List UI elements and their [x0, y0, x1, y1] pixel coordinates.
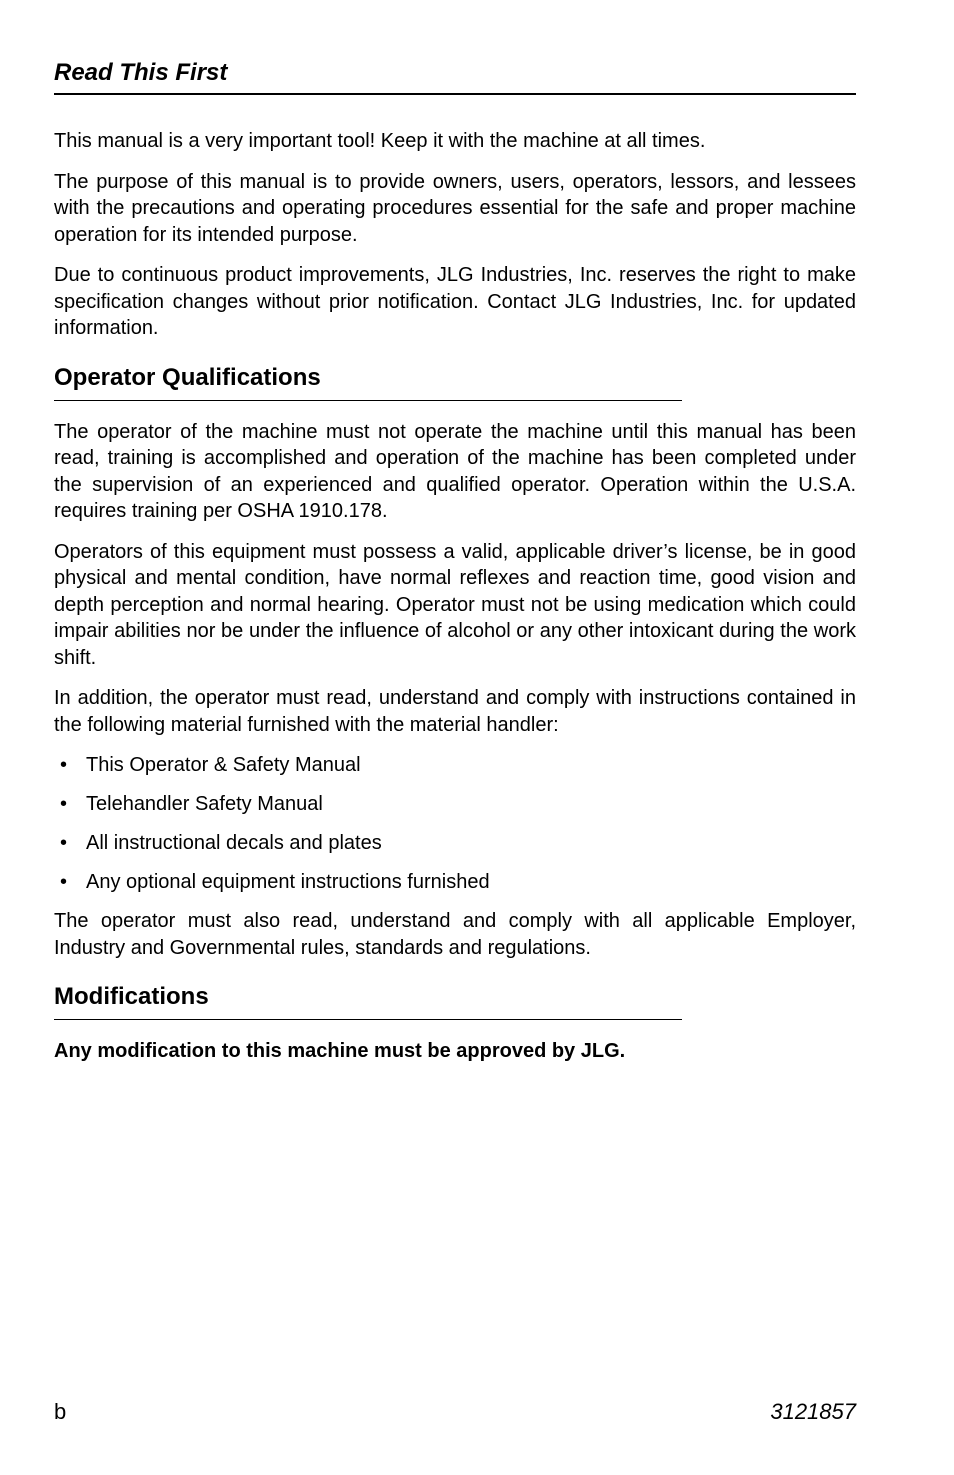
- manual-page: [54, 0, 856, 1475]
- operator-qualifications-heading: Operator Qualifications: [54, 363, 321, 391]
- list-item: [54, 830, 856, 857]
- list-item: [54, 752, 856, 779]
- intro-paragraph-1: This manual is a very important tool! Keep it with the machine at all times.: [54, 130, 706, 152]
- page-header-title: Read This First: [54, 59, 228, 86]
- intro-paragraph-2: The purpose of this manual is to provide owners, users, operators, lessors, and lessees with the precautions and operating procedures essential for the safe and proper machine operation for its intended purpose.: [54, 170, 856, 246]
- list-item: [54, 869, 856, 896]
- bullet-icon: •: [60, 793, 68, 815]
- list-item-text: Any optional equipment instructions furnished: [86, 871, 490, 893]
- bullet-icon: •: [60, 832, 68, 854]
- bullet-icon: •: [60, 871, 68, 893]
- list-item-text: Telehandler Safety Manual: [86, 793, 323, 815]
- section-rule: [54, 1019, 682, 1020]
- qualifications-paragraph-4: The operator must also read, understand and comply with all applicable Employer, Industry and Governmental rules, standards and regulations.: [54, 910, 856, 959]
- required-materials-list: [54, 752, 856, 896]
- header-rule: [54, 93, 856, 95]
- bullet-icon: •: [60, 754, 68, 776]
- qualifications-paragraph-2: Operators of this equipment must possess a valid, applicable driver’s license, be in good physical and mental condition, have normal reflexes and reaction time, good vision and depth perception and normal hearing. Operator must not be using medication which could impair abilities nor be under the influence of alcohol or any other intoxicant during the work shift.: [54, 540, 856, 669]
- modifications-heading: Modifications: [54, 983, 209, 1010]
- qualifications-paragraph-1: The operator of the machine must not operate the machine until this manual has been read, training is accomplished and operation of the machine has been completed under the supervision of an experienced and qualified operator. Operation within the U.S.A. requires training per OSHA 1910.178.: [54, 420, 856, 522]
- page-number: b: [54, 1399, 67, 1424]
- list-item-text: This Operator & Safety Manual: [86, 754, 361, 776]
- document-number: 3121857: [770, 1399, 856, 1424]
- section-rule: [54, 400, 682, 401]
- list-item-text: All instructional decals and plates: [86, 832, 382, 854]
- qualifications-paragraph-3: In addition, the operator must read, understand and comply with instructions contained in the following material furnished with the material handler:: [54, 687, 856, 736]
- modifications-note: Any modification to this machine must be approved by JLG.: [54, 1040, 626, 1062]
- page-content: [54, 128, 856, 1065]
- intro-paragraph-3: Due to continuous product improvements, JLG Industries, Inc. reserves the right to make specification changes without prior notification. Contact JLG Industries, Inc. for updated information.: [54, 264, 856, 339]
- list-item: [54, 791, 856, 818]
